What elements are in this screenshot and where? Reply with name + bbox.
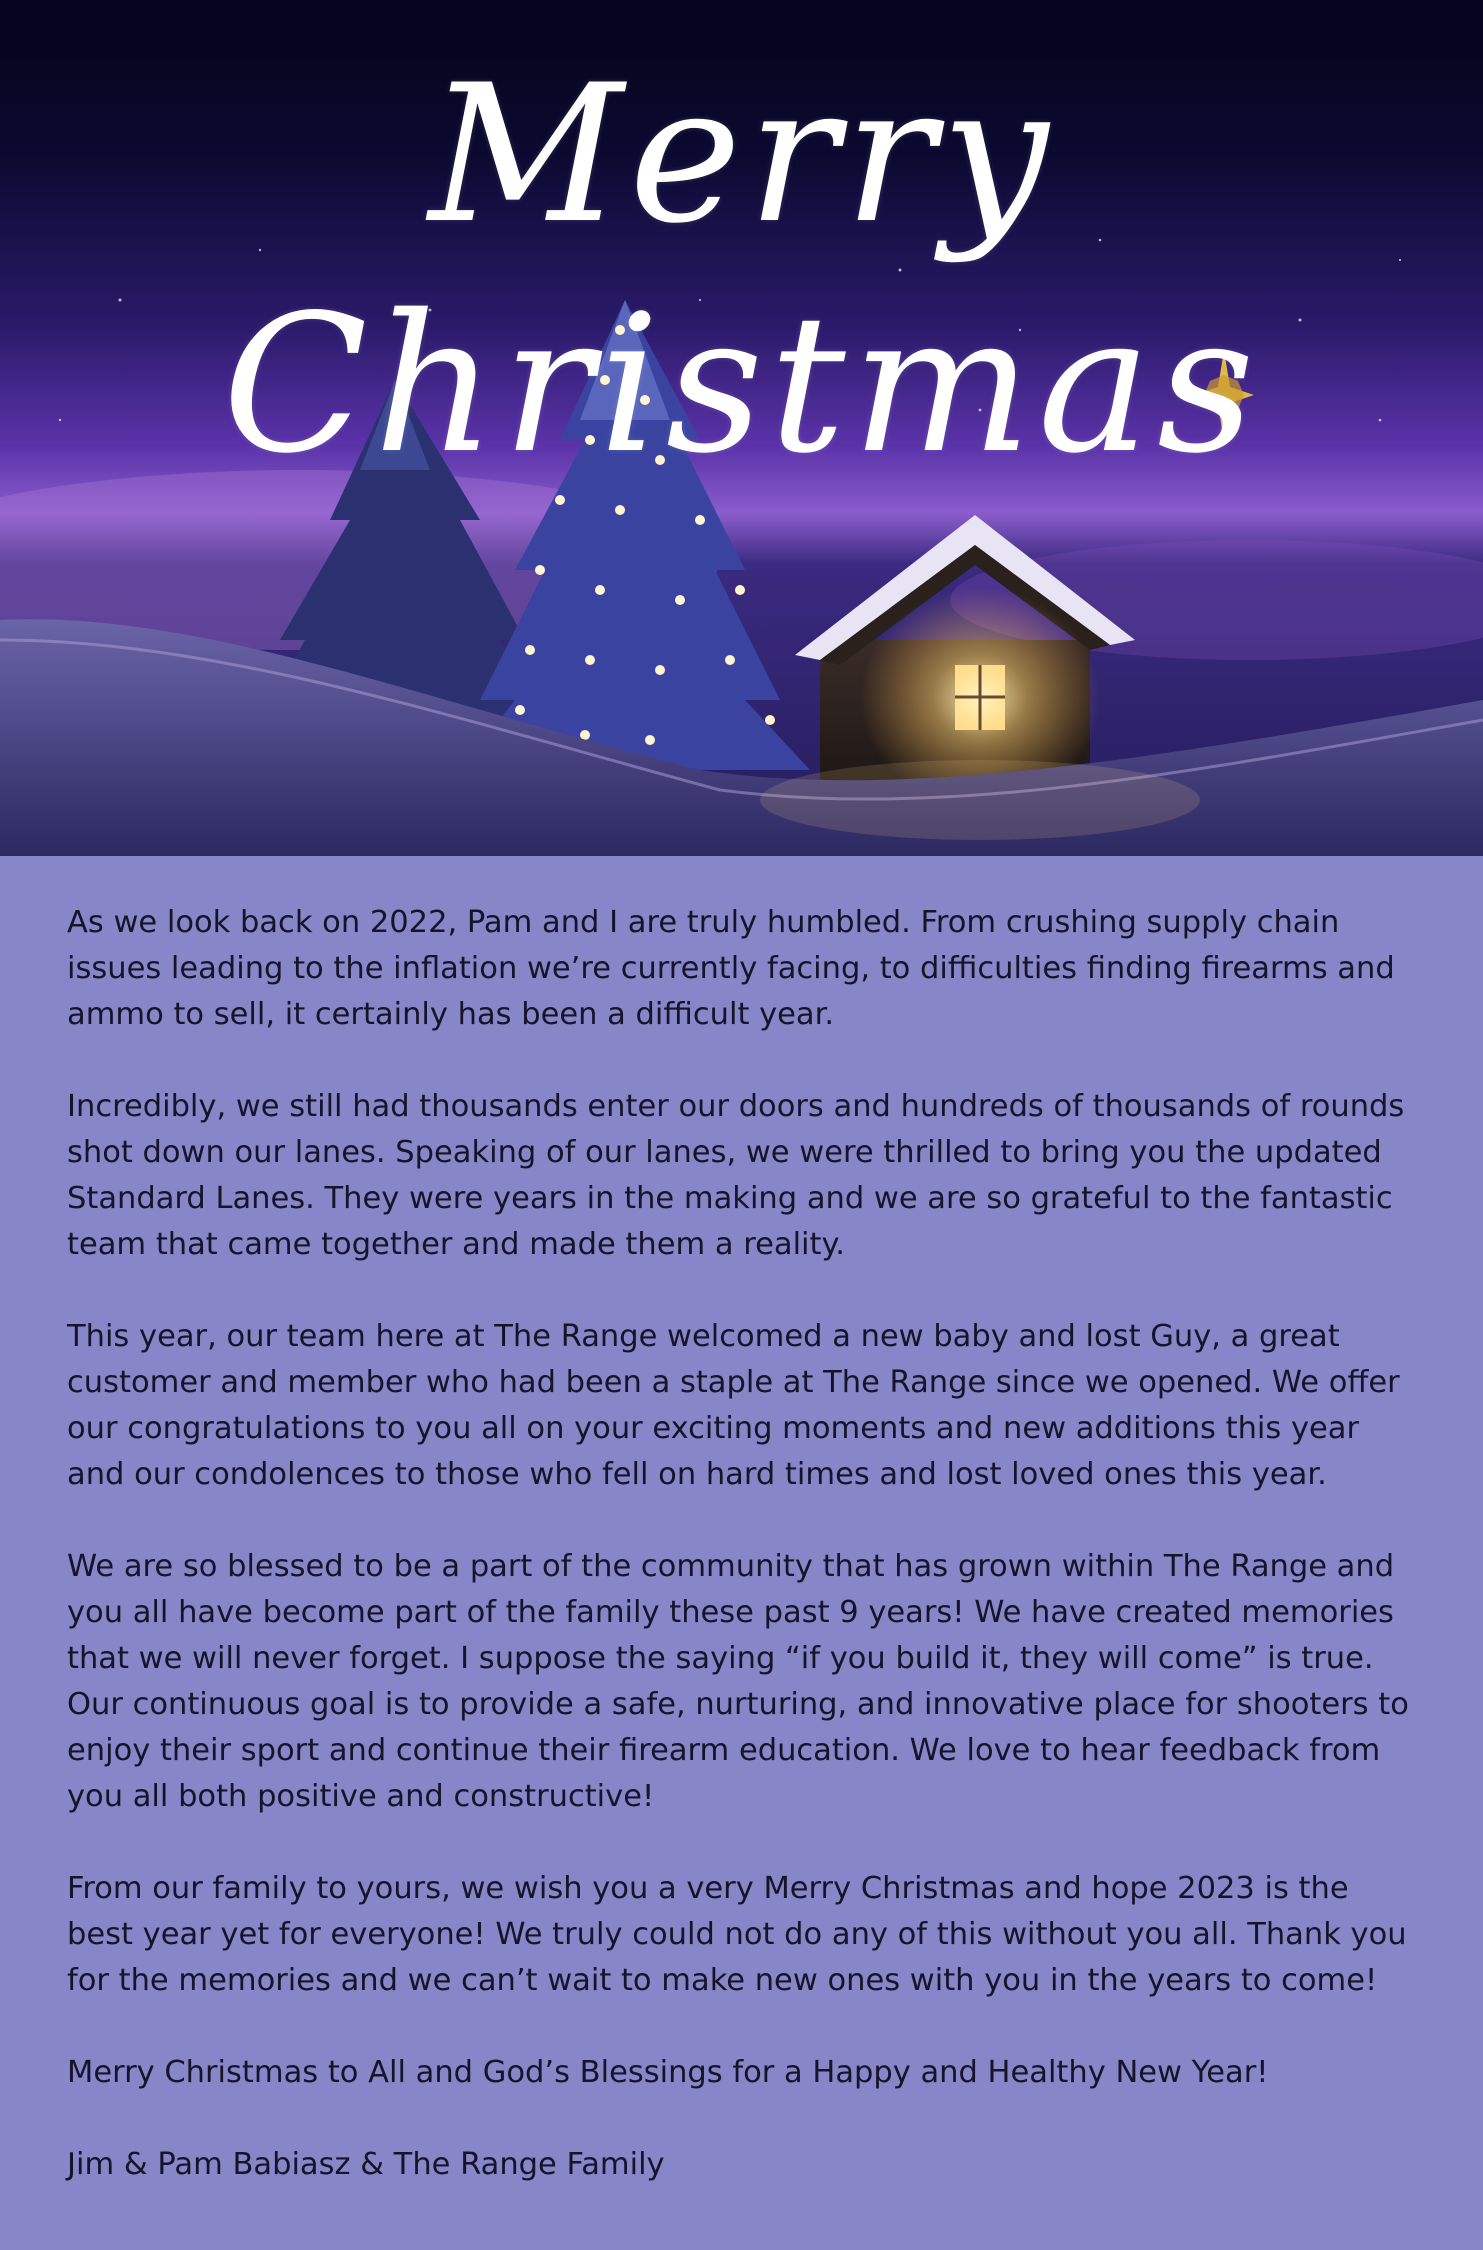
merry-christmas-title: Merry Christmas bbox=[222, 44, 1261, 495]
letter-paragraph-5: From our family to yours, we wish you a very Merry Christmas and hope 2023 is the best year yet for everyone! We truly could not do any of this without you all. Thank you for the memories and we can’t wait to make new ones with you in the years to come! bbox=[67, 1871, 1407, 1998]
christmas-hero-image bbox=[0, 0, 1483, 856]
letter-paragraph-1: As we look back on 2022, Pam and I are truly humbled. From crushing supply chain issues leading to the inflation we’re currently facing, to difficulties finding firearms and ammo to sell, it certainly has been a difficult year. bbox=[67, 905, 1395, 1032]
letter-signature: Jim & Pam Babiasz & The Range Family bbox=[67, 2147, 665, 2182]
holiday-letter-body bbox=[0, 856, 1483, 2250]
letter-paragraph-3: This year, our team here at The Range welcomed a new baby and lost Guy, a great customer and member who had been a staple at The Range since we opened. We offer our congratulations to you all on your exciting moments and new additions this year and our condolences to those who fell on hard times and lost loved ones this year. bbox=[67, 1319, 1400, 1492]
letter-paragraph-2: Incredibly, we still had thousands enter our doors and hundreds of thousands of rounds shot down our lanes. Speaking of our lanes, we were thrilled to bring you the updated Standard Lanes. They were years in the making and we are so grateful to the fantastic team that came together and made them a reality. bbox=[67, 1089, 1405, 1262]
closing-greeting: Merry Christmas to All and God’s Blessings for a Happy and Healthy New Year! bbox=[67, 2055, 1269, 2090]
letter-paragraph-4: We are so blessed to be a part of the community that has grown within The Range and you all have become part of the family these past 9 years! We have created memories that we will never forget. I suppose the saying “if you build it, they will come” is true. Our continuous goal is to provide a safe, nurturing, and innovative place for shooters to enjoy their sport and continue their firearm education. We love to hear feedback from you all both positive and constructive! bbox=[67, 1549, 1409, 1814]
